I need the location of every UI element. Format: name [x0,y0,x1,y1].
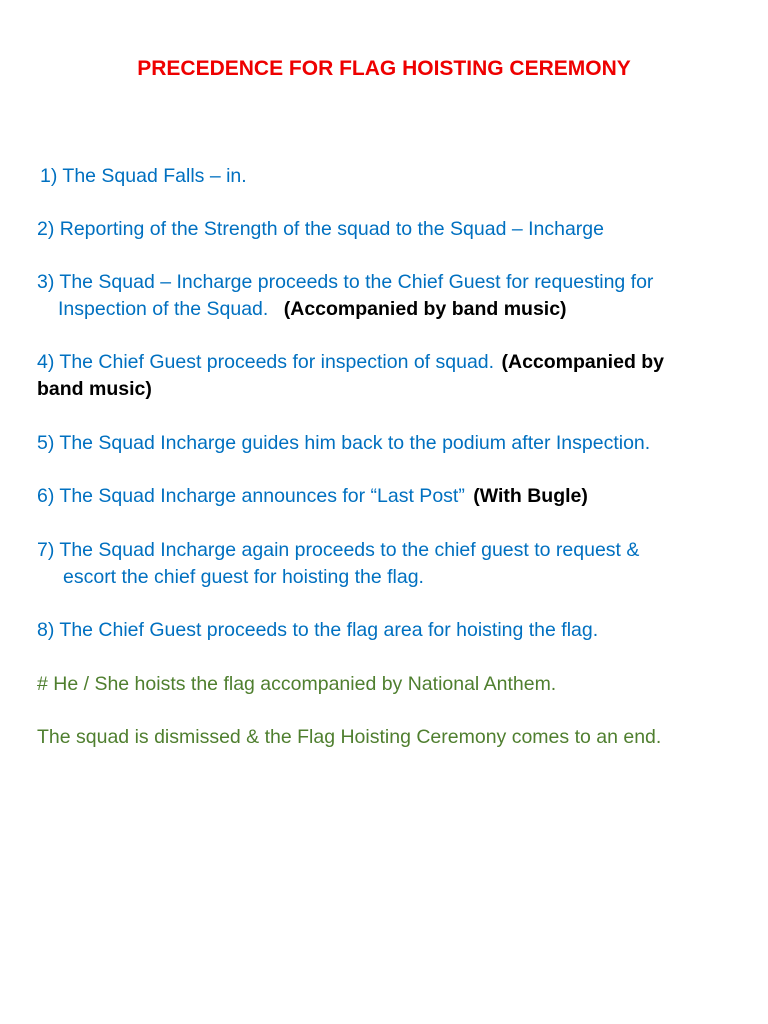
document-title: PRECEDENCE FOR FLAG HOISTING CEREMONY [137,57,631,80]
step-4-text: 4) The Chief Guest proceeds for inspection of squad. [37,351,495,373]
step-8 [37,617,598,643]
step-7-line-2 [63,564,424,590]
step-1 [40,163,247,189]
step-4-note: (Accompanied by [501,351,665,373]
step-6-text: 6) The Squad Incharge announces for “Last Post” [37,485,465,507]
step-2-text: 2) Reporting of the Strength of the squad to the Squad – Incharge [37,218,604,240]
step-3-line-2 [58,296,567,322]
step-3-note: (Accompanied by band music) [283,298,567,320]
anthem-note-text: # He / She hoists the flag accompanied by National Anthem. [37,673,557,695]
step-2 [37,216,604,242]
step-5-text: 5) The Squad Incharge guides him back to the podium after Inspection. [37,432,651,454]
step-6-note: (With Bugle) [473,485,588,507]
step-5 [37,430,650,456]
step-3-line-1 [37,269,653,295]
step-8-text: 8) The Chief Guest proceeds to the flag area for hoisting the flag. [37,619,599,641]
step-4-line-2 [37,376,152,402]
step-3-text-cont: Inspection of the Squad. [58,298,269,320]
step-7-text: 7) The Squad Incharge again proceeds to the chief guest to request & [37,539,640,561]
closing-text: The squad is dismissed & the Flag Hoisting Ceremony comes to an end. [37,726,662,748]
step-7-text-cont: escort the chief guest for hoisting the flag. [63,566,424,588]
step-6 [37,483,588,509]
closing-line [37,724,661,750]
step-4-note-cont: band music) [37,378,152,400]
step-3-text: 3) The Squad – Incharge proceeds to the Chief Guest for requesting for [37,271,654,293]
step-7-line-1 [37,537,639,563]
step-1-text: 1) The Squad Falls – in. [40,165,247,187]
anthem-note [37,671,556,697]
step-4-line-1 [37,349,664,375]
